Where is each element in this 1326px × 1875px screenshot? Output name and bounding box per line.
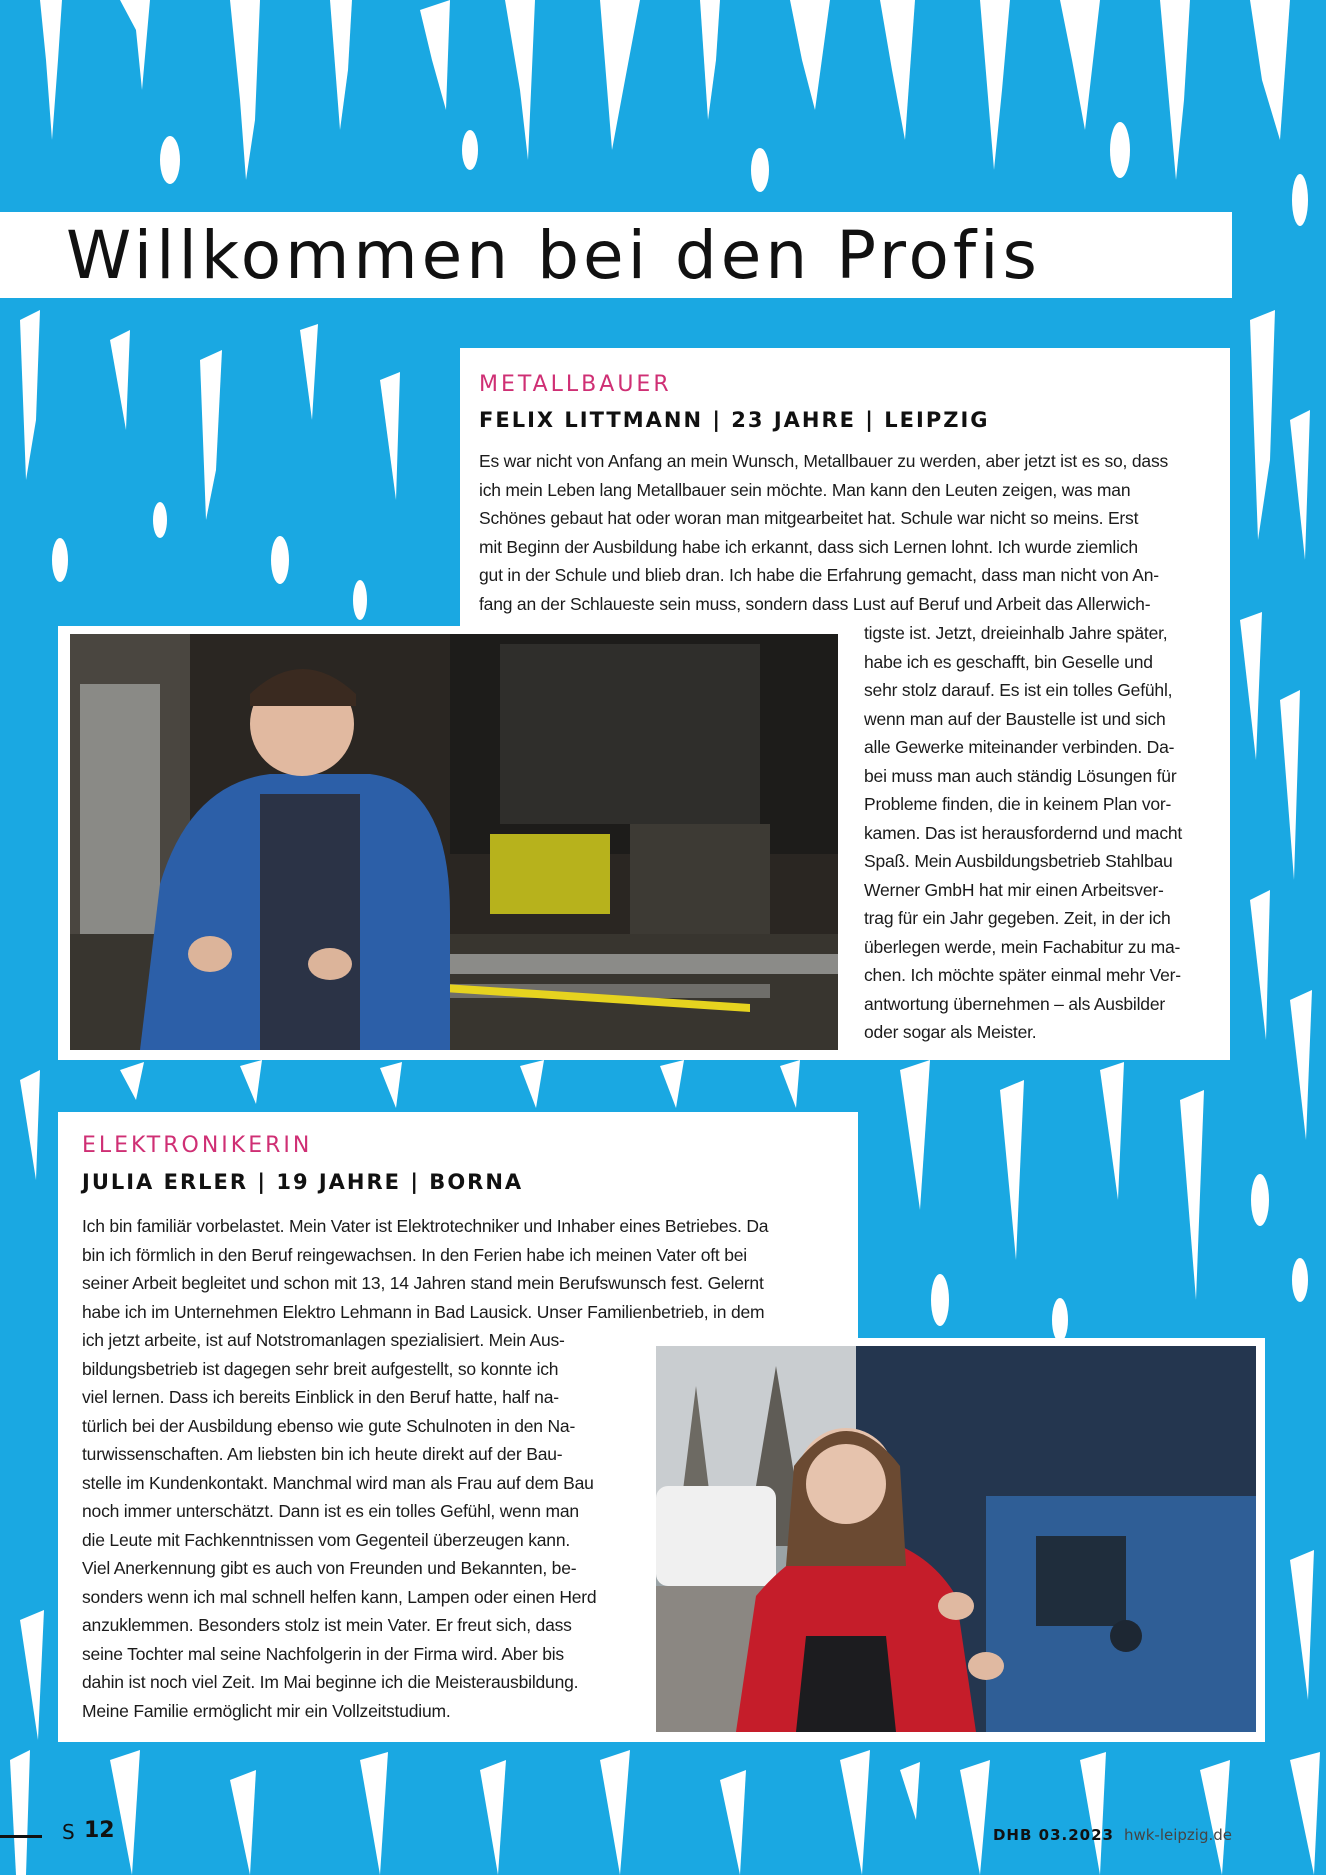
- page-title: Willkommen bei den Profis: [66, 217, 1041, 294]
- page-prefix: S: [62, 1820, 75, 1844]
- article-text-top: Es war nicht von Anfang an mein Wunsch, Metallbauer zu werden, aber jetzt ist es so, dass ich mein Leben lang Metallbauer sein möchte. Man kann den Leuten zeigen, was man Schönes gebaut hat oder woran man mitgearbeitet hat. Schule war nicht so meins. Erst mit Beginn der Ausbildung habe ich erkannt, dass sich Lernen lohnt. Ich wurde ziemlich gut in der Schule und blieb dran. Ich habe die Erfahrung gemacht, dass man nicht von An- fang an der Schlaueste sein muss, sondern dass Lust auf Beruf und Arbeit das Allerwich-: [479, 451, 1169, 614]
- article-category: METALLBAUER: [479, 372, 672, 397]
- issue-label: DHB 03.2023: [992, 1826, 1114, 1844]
- page-footer-right: [993, 1826, 1232, 1844]
- photo-metallbauer: [70, 634, 838, 1050]
- footer-rule: [0, 1835, 42, 1838]
- website-link[interactable]: hwk-leipzig.de: [1123, 1826, 1232, 1844]
- article-text-side: tigste ist. Jetzt, dreieinhalb Jahre später, habe ich es geschafft, bin Geselle und sehr stolz darauf. Es ist ein tolles Gefühl, wenn man auf der Baustelle ist und sich alle Gewerke miteinander verbinden. Da- bei muss man auch ständig Lösungen für Probleme finden, die in keinem Plan vor- kamen. Das ist herausfordernd und macht Spaß. Mein Ausbildungsbetrieb Stahlbau Werner GmbH hat mir einen Arbeitsver- trag für ein Jahr gegeben. Zeit, in der ich überlegen werde, mein Fachabitur zu ma- chen. Ich möchte später einmal mehr Ver- antwortung übernehmen – als Ausbilder oder sogar als Meister.: [864, 623, 1183, 1042]
- title-bar: [0, 212, 1232, 298]
- article-category: ELEKTRONIKERIN: [82, 1133, 313, 1158]
- article-text-top: Ich bin familiär vorbelastet. Mein Vater ist Elektrotechniker und Inhaber eines Betriebes. Da bin ich förmlich in den Beruf reingewachsen. In den Ferien habe ich meinen Vater oft bei seiner Arbeit begleitet und schon mit 13, 14 Jahren stand mein Berufswunsch fest. Gelernt habe ich im Unternehmen Elektro Lehmann in Bad Lausick. Unser Familienbetrieb, in dem: [82, 1216, 769, 1322]
- page-number: 12: [84, 1818, 115, 1843]
- article-person: JULIA ERLER | 19 JAHRE | BORNA: [82, 1170, 524, 1194]
- photo-elektronikerin: [656, 1346, 1256, 1732]
- article-person: FELIX LITTMANN | 23 JAHRE | LEIPZIG: [479, 408, 990, 432]
- article-text-side: ich jetzt arbeite, ist auf Notstromanlagen spezialisiert. Mein Aus- bildungsbetrieb ist dagegen sehr breit aufgestellt, so konnte ich viel lernen. Dass ich bereits Einblick in den Beruf hatte, half na- türlich bei der Ausbildung ebenso wie gute Schulnoten in den Na- turwissenschaften. Am liebsten bin ich heute direkt auf der Bau- stelle im Kundenkontakt. Manchmal wird man als Frau auf dem Bau noch immer unterschätzt. Dann ist es ein tolles Gefühl, wenn man die Leute mit Fachkenntnissen vom Gegenteil überzeugen kann. Viel Anerkennung gibt es auch von Freunden und Bekannten, be- sonders wenn ich mal schnell helfen kann, Lampen oder einen Herd anzuklemmen. Besonders stolz ist mein Vater. Er freut sich, dass seine Tochter mal seine Nachfolgerin in der Firma wird. Aber bis dahin ist noch viel Zeit. Im Mai beginne ich die Meisterausbildung. Meine Familie ermöglicht mir ein Vollzeitstudium.: [82, 1330, 597, 1721]
